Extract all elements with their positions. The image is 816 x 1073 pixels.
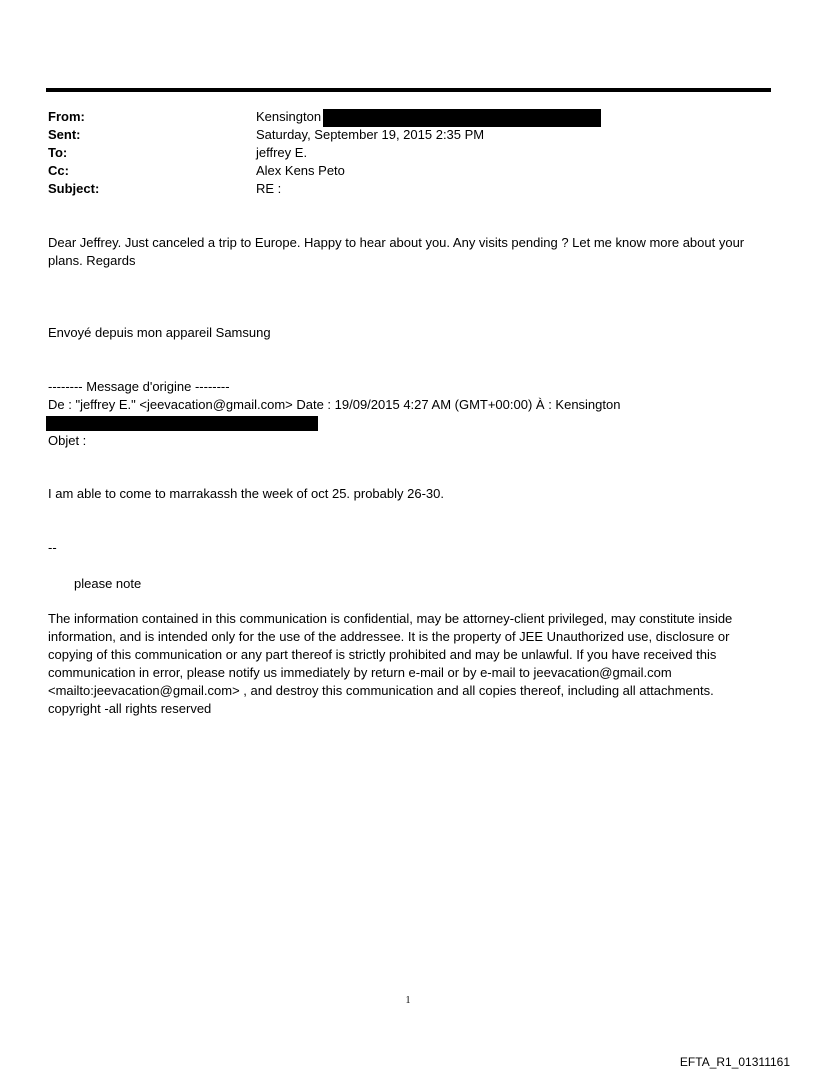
disclaimer: The information contained in this communication is confidential, may be attorney-client privileged, may constitute inside information, and is intended only for the use of the addressee. It is the property of JEE Unauthorized use, disclosure or copying of this communication or any part thereof is strictly prohibited and may be unlawful. If you have received this communication in error, please notify us immediately by return e-mail or by e-mail to jeevacation@gmail.com <mailto:jeevacation@gmail.com> , and destroy this communication and all copies thereof, including all attachments. copyright -all rights reserved (48, 611, 733, 716)
mobile-signature: Envoyé depuis mon appareil Samsung (48, 325, 271, 340)
original-subject: Objet : (48, 433, 87, 448)
sent-value: Saturday, September 19, 2015 2:35 PM (256, 127, 485, 142)
from-label: From: (48, 109, 85, 124)
subject-value: RE : (256, 181, 282, 196)
from-value: Kensington (256, 108, 601, 126)
to-value: jeffrey E. (256, 145, 308, 160)
page-number: 1 (405, 995, 411, 1006)
original-header: De : "jeffrey E." <jeevacation@gmail.com> Date : 19/09/2015 4:27 AM (GMT+00:00) À : Kensington (48, 397, 621, 412)
original-message: I am able to come to marrakassh the week of oct 25. probably 26-30. (48, 486, 444, 501)
original-separator: -------- Message d'origine -------- (48, 379, 230, 394)
message-body: Dear Jeffrey. Just canceled a trip to Europe. Happy to hear about you. Any visits pending ? Let me know more about your plans. Regards (48, 235, 745, 268)
header-rule (46, 88, 771, 92)
redaction-box (323, 109, 601, 127)
from-row (48, 108, 601, 126)
subject-row (48, 180, 601, 198)
document-id: EFTA_R1_01311161 (679, 1055, 790, 1069)
to-label: To: (48, 145, 68, 160)
signature-dashes: -- (48, 540, 57, 555)
email-header (48, 108, 601, 198)
redaction-box (46, 416, 318, 431)
cc-value: Alex Kens Peto (256, 163, 345, 178)
subject-label: Subject: (48, 181, 100, 196)
please-note: please note (74, 576, 142, 591)
to-row (48, 144, 601, 162)
cc-label: Cc: (48, 163, 69, 178)
cc-row (48, 162, 601, 180)
sent-label: Sent: (48, 127, 81, 142)
sent-row (48, 126, 601, 144)
